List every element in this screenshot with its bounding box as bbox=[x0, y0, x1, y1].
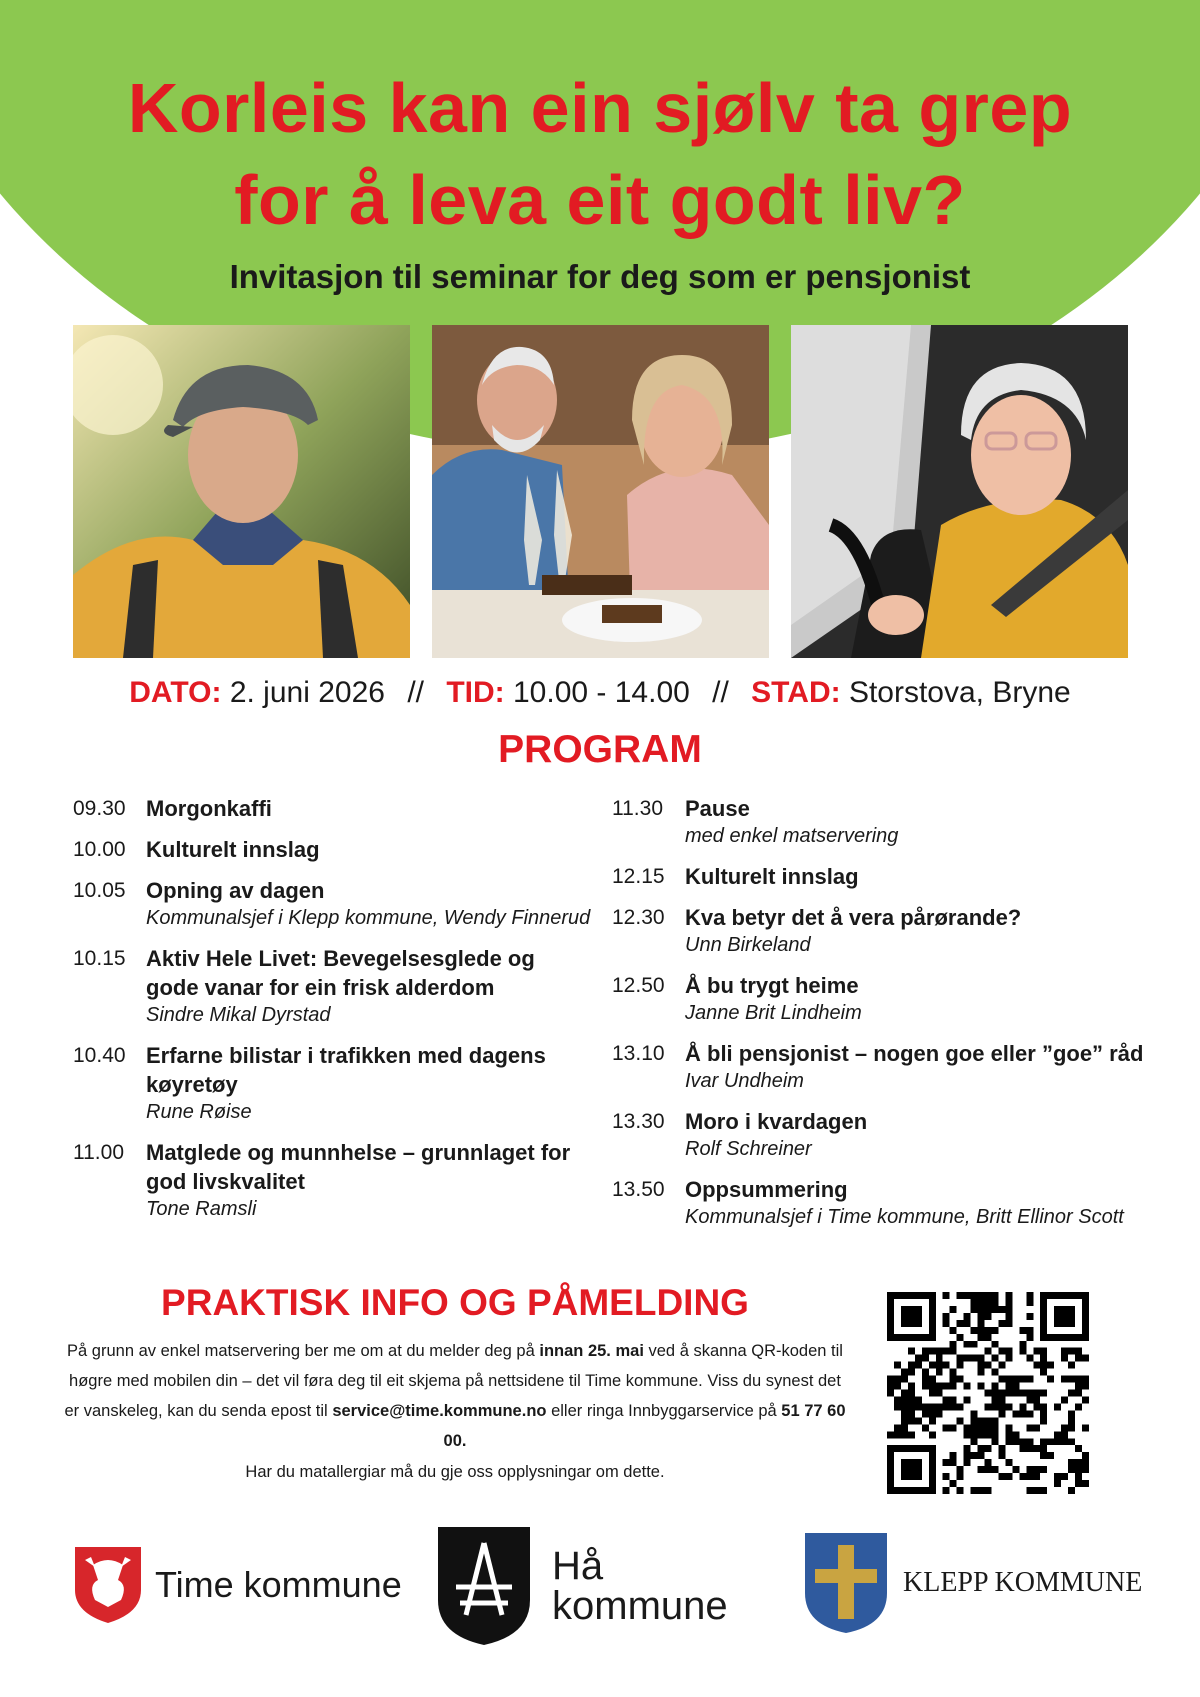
program-item-title: Pause bbox=[685, 796, 750, 821]
program-item-time: 13.30 bbox=[612, 1110, 665, 1133]
photo-man-outdoors bbox=[73, 325, 410, 658]
program-item bbox=[73, 944, 593, 1029]
program-item bbox=[73, 876, 593, 932]
program-item-speaker: Kommunalsjef i Time kommune, Britt Ellinor Scott bbox=[685, 1206, 1124, 1228]
practical-text-part: ved å skanna QR-koden til høgre med mobilen din – det vil føra deg til eit skjema på nettsidene til Time kommune. Viss du synest det er vanskeleg, kan du senda epost til bbox=[64, 1342, 843, 1420]
program-item-speaker: Janne Brit Lindheim bbox=[685, 1002, 862, 1024]
program-item bbox=[612, 971, 1152, 1027]
program-item-time: 13.50 bbox=[612, 1178, 665, 1201]
place-value: Storstova, Bryne bbox=[848, 676, 1071, 709]
ha-kommune-name bbox=[552, 1546, 728, 1626]
program-item-speaker: Ivar Undheim bbox=[685, 1070, 804, 1092]
program-item bbox=[612, 903, 1152, 959]
program-item-time: 10.40 bbox=[73, 1044, 126, 1067]
program-item-title: Morgonkaffi bbox=[146, 796, 272, 821]
program-item-speaker: med enkel matservering bbox=[685, 825, 899, 847]
program-item-time: 10.05 bbox=[73, 879, 126, 902]
separator: // bbox=[407, 676, 424, 709]
practical-text-part: På grunn av enkel matservering ber me om at du melder deg på bbox=[67, 1342, 540, 1360]
program-item bbox=[612, 862, 1152, 891]
photo-woman-driving bbox=[791, 325, 1128, 658]
program-item-time: 10.00 bbox=[73, 838, 126, 861]
practical-info-heading: PRAKTISK INFO OG PÅMELDING bbox=[161, 1282, 749, 1323]
program-item-title: Opning av dagen bbox=[146, 878, 325, 903]
date-label: DATO: bbox=[129, 676, 222, 709]
ha-kommune-logo bbox=[436, 1522, 776, 1650]
program-item-title: Erfarne bilistar i trafikken med dagens køyretøy bbox=[146, 1043, 546, 1097]
date-value: 2. juni 2026 bbox=[229, 676, 385, 709]
program-item bbox=[612, 794, 1152, 850]
program-item bbox=[612, 1107, 1152, 1163]
event-info-line bbox=[0, 676, 1200, 710]
program-item-title: Kulturelt innslag bbox=[146, 837, 320, 862]
program-item-title: Å bli pensjonist – nogen goe eller ”goe” råd bbox=[685, 1041, 1144, 1066]
klepp-kommune-logo bbox=[803, 1528, 1143, 1638]
program-heading: PROGRAM bbox=[498, 728, 702, 771]
photo-couple-toasting bbox=[432, 325, 769, 658]
program-item-speaker: Rune Røise bbox=[146, 1101, 252, 1123]
program-item-time: 10.15 bbox=[73, 947, 126, 970]
program-item-speaker: Tone Ramsli bbox=[146, 1198, 257, 1220]
program-item bbox=[73, 1138, 593, 1223]
program-item-title: Moro i kvardagen bbox=[685, 1109, 868, 1134]
program-item-time: 12.15 bbox=[612, 865, 665, 888]
klepp-coat-of-arms-icon bbox=[803, 1531, 889, 1635]
program-item-title: Å bu trygt heime bbox=[685, 973, 859, 998]
program-column-right bbox=[612, 794, 1152, 1243]
program-item-time: 09.30 bbox=[73, 797, 126, 820]
program-item-title: Kulturelt innslag bbox=[685, 864, 859, 889]
program-item bbox=[612, 1039, 1152, 1095]
ha-name-line-1: Hå bbox=[552, 1544, 604, 1588]
program-column-left bbox=[73, 794, 593, 1235]
contact-email[interactable]: service@time.kommune.no bbox=[332, 1402, 547, 1420]
program-item bbox=[612, 1175, 1152, 1231]
program-item-title: Aktiv Hele Livet: Bevegelsesglede og gode vanar for ein frisk alderdom bbox=[146, 946, 535, 1000]
program-item-time: 11.30 bbox=[612, 797, 663, 820]
qr-code-icon bbox=[887, 1292, 1089, 1494]
program-item-title: Matglede og munnhelse – grunnlaget for god livskvalitet bbox=[146, 1140, 571, 1194]
separator: // bbox=[712, 676, 729, 709]
practical-text-part: eller ringa Innbyggarservice på bbox=[546, 1402, 782, 1420]
program-item-time: 12.30 bbox=[612, 906, 665, 929]
program-item-title: Oppsummering bbox=[685, 1177, 848, 1202]
klepp-kommune-name: KLEPP KOMMUNE bbox=[903, 1567, 1143, 1598]
program-item-time: 12.50 bbox=[612, 974, 665, 997]
program-item-speaker: Unn Birkeland bbox=[685, 934, 811, 956]
program-item bbox=[73, 794, 593, 823]
practical-info-text bbox=[60, 1336, 850, 1456]
program-item-speaker: Sindre Mikal Dyrstad bbox=[146, 1004, 331, 1026]
program-item bbox=[73, 1041, 593, 1126]
program-item-time: 13.10 bbox=[612, 1042, 665, 1065]
title-line-2: for å leva eit godt liv? bbox=[234, 161, 966, 239]
subtitle: Invitasjon til seminar for deg som er pensjonist bbox=[229, 258, 971, 295]
time-label: TID: bbox=[446, 676, 505, 709]
time-kommune-name: Time kommune bbox=[155, 1564, 402, 1605]
program-item-speaker: Rolf Schreiner bbox=[685, 1138, 812, 1160]
allergy-note: Har du matallergiar må du gje oss opplysningar om dette. bbox=[245, 1463, 665, 1481]
program-item bbox=[73, 835, 593, 864]
place-label: STAD: bbox=[751, 676, 841, 709]
registration-deadline: innan 25. mai bbox=[539, 1342, 644, 1360]
contact-phone: 51 77 60 00. bbox=[443, 1402, 846, 1450]
time-kommune-logo bbox=[73, 1545, 413, 1625]
ha-name-line-2: kommune bbox=[552, 1584, 728, 1628]
ha-coat-of-arms-icon bbox=[436, 1525, 532, 1647]
page-title bbox=[0, 62, 1200, 246]
time-coat-of-arms-icon bbox=[73, 1545, 143, 1625]
time-value: 10.00 - 14.00 bbox=[513, 676, 690, 709]
program-item-speaker: Kommunalsjef i Klepp kommune, Wendy Finnerud bbox=[146, 907, 591, 929]
title-line-1: Korleis kan ein sjølv ta grep bbox=[127, 69, 1073, 147]
registration-qr-code[interactable] bbox=[887, 1292, 1089, 1494]
program-item-time: 11.00 bbox=[73, 1141, 124, 1164]
program-item-title: Kva betyr det å vera pårørande? bbox=[685, 905, 1022, 930]
